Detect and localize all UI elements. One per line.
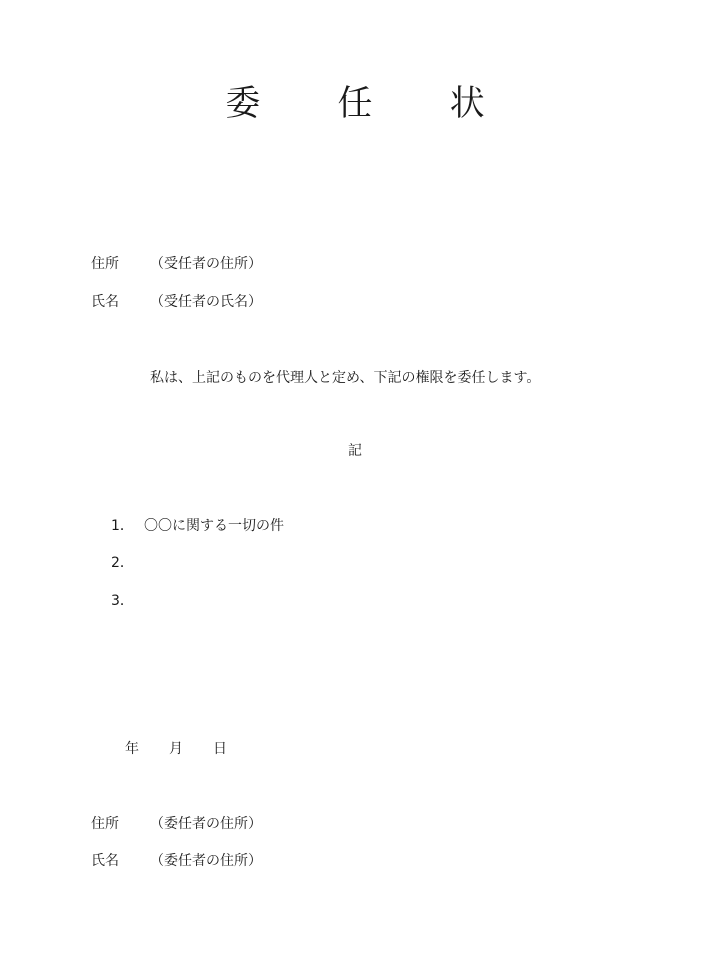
document-title: 委 任 状 — [225, 84, 518, 124]
item-text: 〇〇に関する一切の件 — [144, 518, 284, 534]
delegator-address-label: 住所 — [91, 816, 119, 832]
recipient-address-label: 住所 — [91, 256, 119, 272]
date-month: 月 — [169, 741, 183, 757]
recipient-name-label: 氏名 — [91, 294, 119, 310]
item-number: 1． — [111, 518, 134, 534]
ki-heading: 記 — [348, 443, 362, 459]
delegator-address-value: （委任者の住所） — [150, 816, 262, 832]
item-number: 3． — [111, 593, 134, 609]
date-day: 日 — [213, 741, 227, 757]
delegation-statement: 私は、上記のものを代理人と定め、下記の権限を委任します。 — [150, 370, 541, 386]
item-number: 2． — [111, 555, 134, 571]
delegator-name-label: 氏名 — [91, 853, 119, 869]
delegator-name-value: （委任者の住所） — [150, 853, 262, 869]
recipient-name-value: （受任者の氏名） — [150, 294, 262, 310]
recipient-address-value: （受任者の住所） — [150, 256, 262, 272]
date-year: 年 — [125, 741, 139, 757]
